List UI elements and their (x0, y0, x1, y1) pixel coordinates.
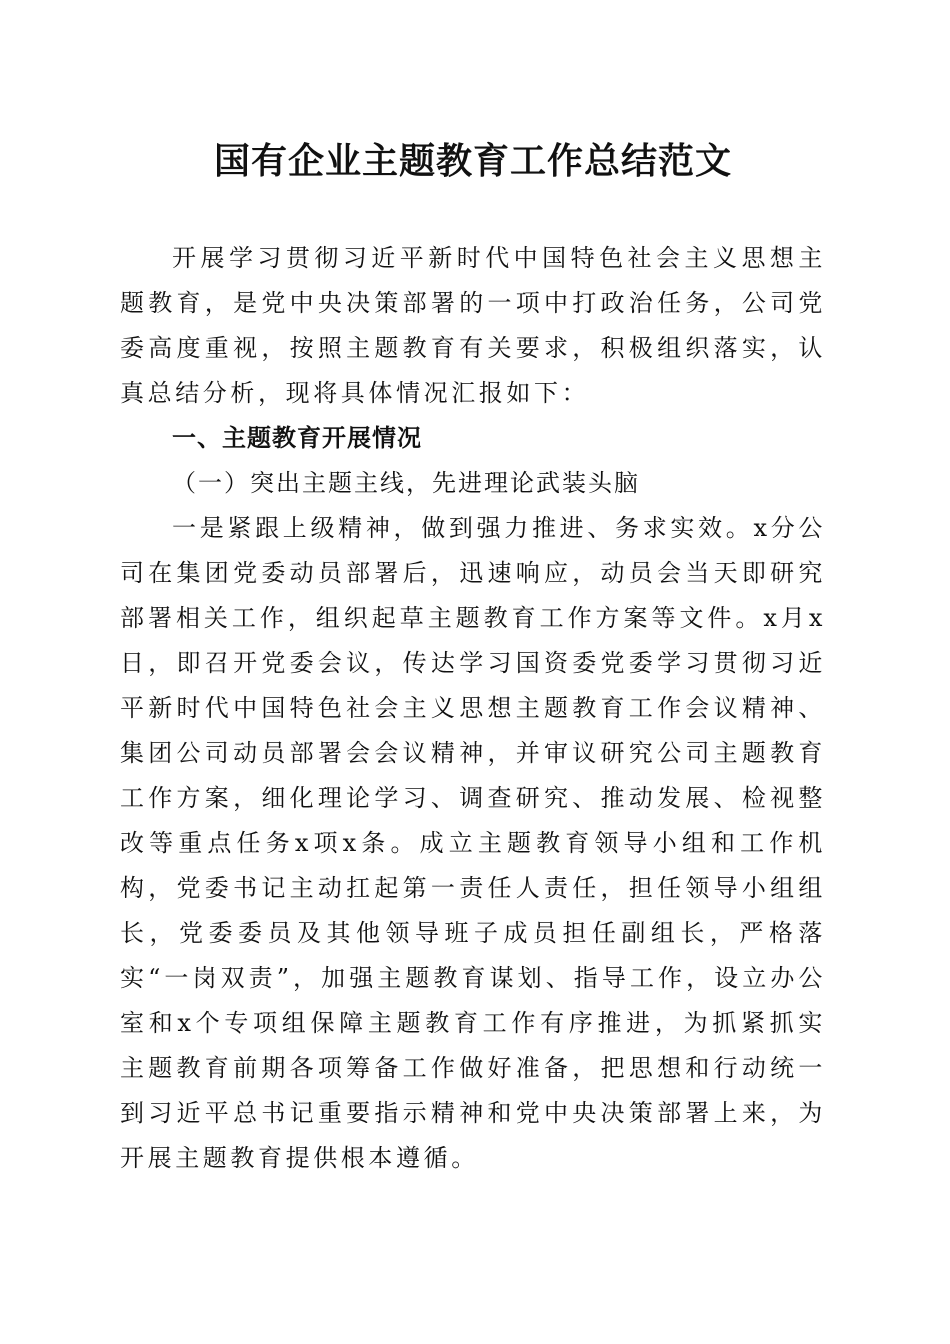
body-paragraph: 一是紧跟上级精神，做到强力推进、务求实效。x分公司在集团党委动员部署后，迅速响应，动员会当天即研究部署相关工作，组织起草主题教育工作方案等文件。x月x日，即召开党委会议，传达学习国资委党委学习贯彻习近平新时代中国特色社会主义思想主题教育工作会议精神、集团公司动员部署会会议精神，并审议研究公司主题教育工作方案，细化理论学习、调查研究、推动发展、检视整改等重点任务x项x条。成立主题教育领导小组和工作机构，党委书记主动扛起第一责任人责任，担任领导小组组长，党委委员及其他领导班子成员担任副组长，严格落实“一岗双责”，加强主题教育谋划、指导工作，设立办公室和x个专项组保障主题教育工作有序推进，为抓紧抓实主题教育前期各项筹备工作做好准备，把思想和行动统一到习近平总书记重要指示精神和党中央决策部署上来，为开展主题教育提供根本遵循。 (120, 514, 826, 1172)
document-body (120, 236, 826, 1181)
section-heading: 一、主题教育开展情况 (172, 424, 422, 452)
document-title: 国有企业主题教育工作总结范文 (213, 140, 732, 182)
intro-paragraph: 开展学习贯彻习近平新时代中国特色社会主义思想主题教育，是党中央决策部署的一项中打政治任务，公司党委高度重视，按照主题教育有关要求，积极组织落实，认真总结分析，现将具体情况汇报如下： (120, 244, 826, 407)
subsection-heading: （一）突出主题主线，先进理论武装头脑 (172, 469, 640, 497)
